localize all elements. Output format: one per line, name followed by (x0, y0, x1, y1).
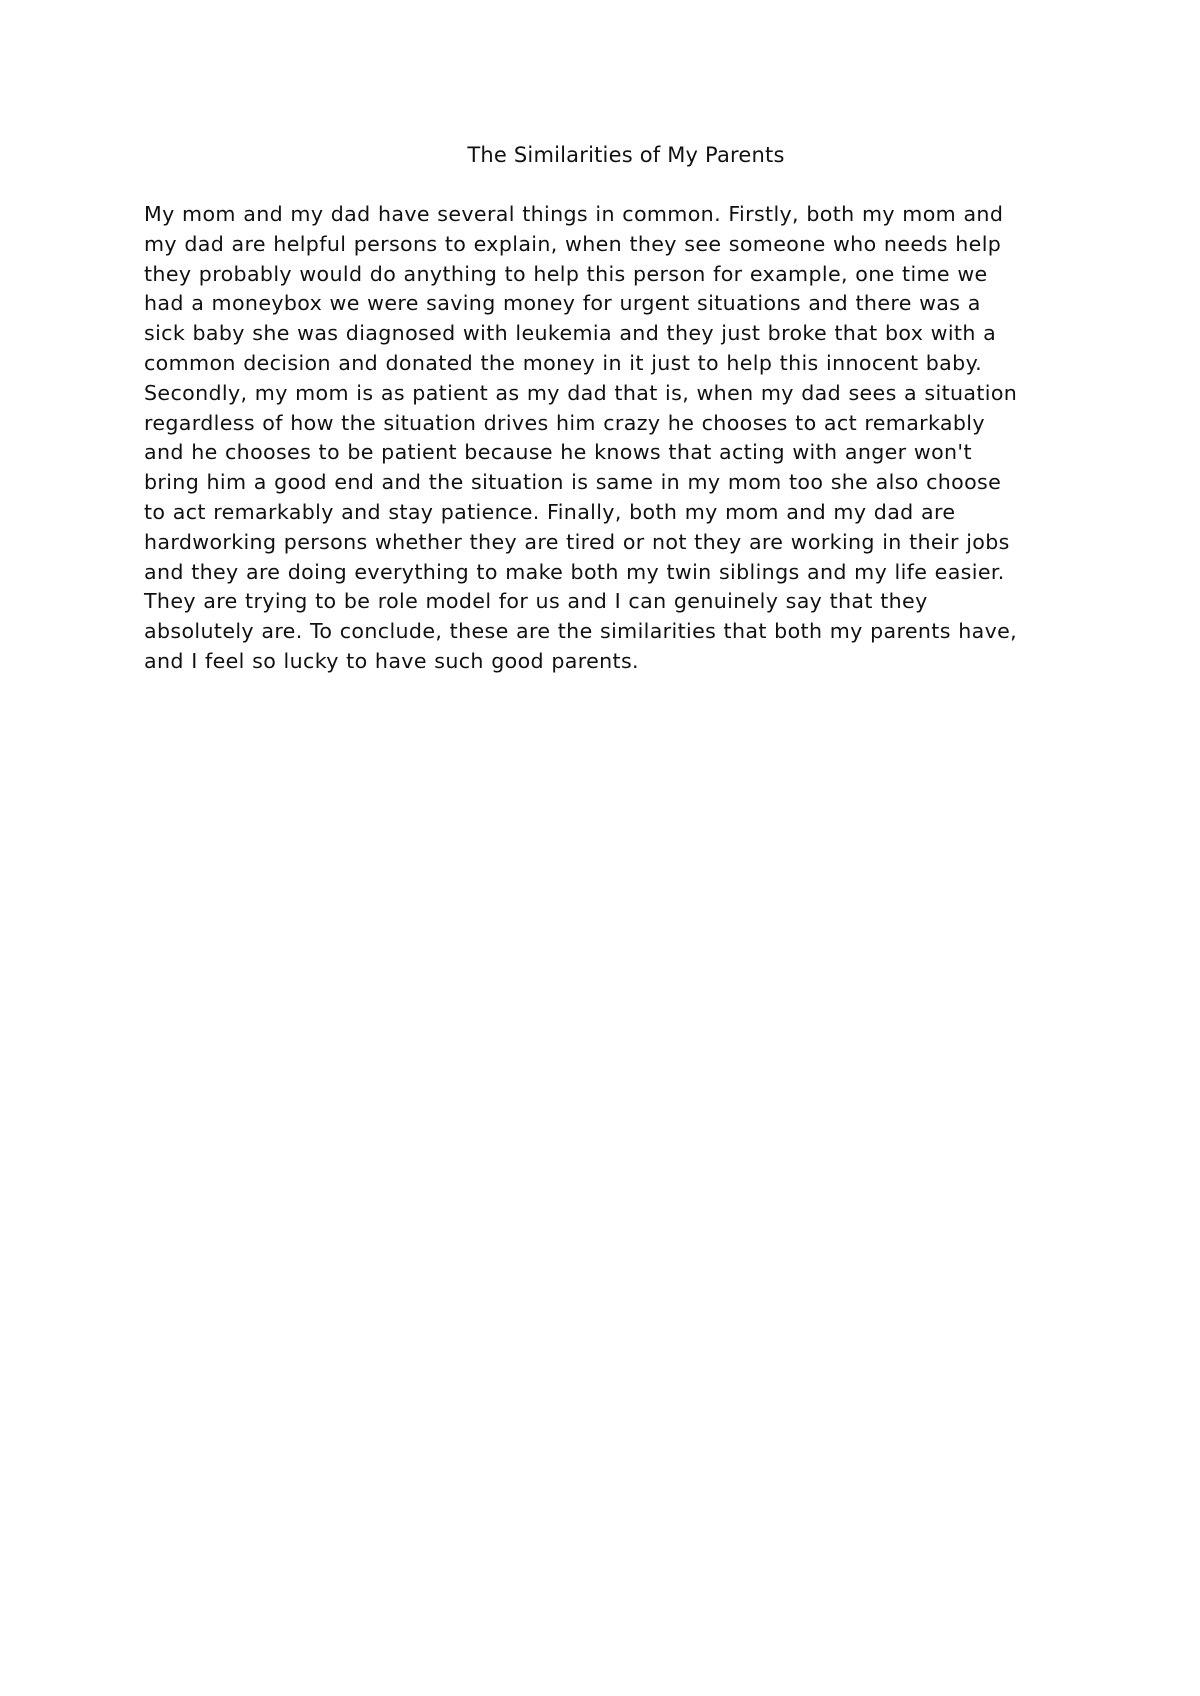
paragraph-line: and I feel so lucky to have such good parents. (144, 648, 639, 673)
paragraph-line: My mom and my dad have several things in common. Firstly, both my mom and (144, 202, 1004, 226)
paragraph-line: and they are doing everything to make both my twin siblings and my life easier. (144, 559, 1005, 584)
paragraph-line: had a moneybox we were saving money for urgent situations and there was a (144, 291, 981, 316)
document-title: The Similarities of My Parents (467, 143, 785, 167)
paragraph-line: they probably would do anything to help this person for example, one time we (144, 261, 988, 286)
paragraph-line: hardworking persons whether they are tired or not they are working in their jobs (144, 529, 1010, 554)
paragraph-line: and he chooses to be patient because he knows that acting with anger won't (144, 440, 972, 465)
essay-paragraph (144, 200, 1084, 677)
paragraph-line: Secondly, my mom is as patient as my dad that is, when my dad sees a situation (144, 380, 1018, 405)
paragraph-line: bring him a good end and the situation is same in my mom too she also choose (144, 470, 1002, 495)
paragraph-line: to act remarkably and stay patience. Finally, both my mom and my dad are (144, 499, 956, 524)
paragraph-line: They are trying to be role model for us and I can genuinely say that they (144, 589, 928, 614)
paragraph-line: common decision and donated the money in it just to help this innocent baby. (144, 350, 983, 375)
paragraph-line: absolutely are. To conclude, these are the similarities that both my parents have, (144, 619, 1018, 644)
paragraph-line: regardless of how the situation drives him crazy he chooses to act remarkably (144, 410, 985, 435)
paragraph-line: sick baby she was diagnosed with leukemia and they just broke that box with a (144, 321, 997, 346)
paragraph-line: my dad are helpful persons to explain, when they see someone who needs help (144, 231, 1002, 256)
